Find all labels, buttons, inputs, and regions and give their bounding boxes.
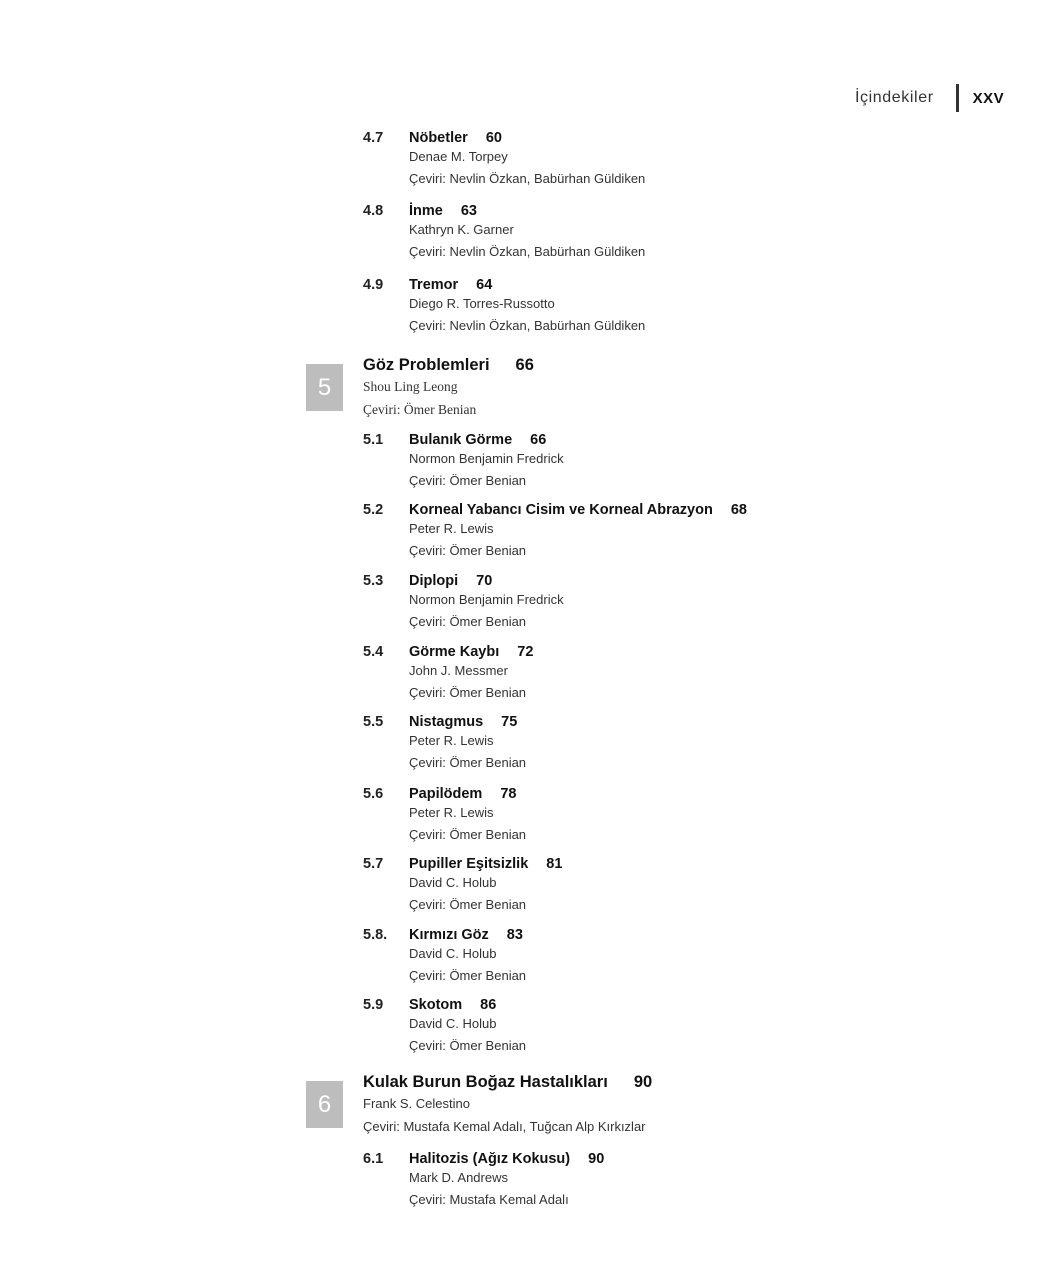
toc-entry[interactable] xyxy=(363,277,645,337)
section-title: Tremor xyxy=(409,277,459,293)
section-page: 86 xyxy=(480,997,497,1013)
toc-entry[interactable] xyxy=(363,927,526,987)
section-page: 60 xyxy=(485,130,502,146)
page-number: XXV xyxy=(972,89,1005,107)
section-author: David C. Holub xyxy=(409,875,497,890)
toc-entry[interactable] xyxy=(363,502,747,562)
section-translator: Çeviri: Ömer Benian xyxy=(409,827,527,842)
section-translator: Çeviri: Ömer Benian xyxy=(409,473,527,488)
section-page: 83 xyxy=(506,927,523,943)
section-title: Görme Kaybı xyxy=(409,644,500,660)
section-page: 75 xyxy=(501,714,518,730)
section-title: Pupiller Eşitsizlik xyxy=(409,856,529,872)
section-number: 5.7 xyxy=(363,856,384,872)
toc-entry[interactable] xyxy=(363,432,564,492)
chapter-heading[interactable] xyxy=(363,1073,652,1138)
section-translator: Çeviri: Nevlin Özkan, Babürhan Güldiken xyxy=(409,244,646,259)
section-number: 4.8 xyxy=(363,203,384,219)
section-translator: Çeviri: Nevlin Özkan, Babürhan Güldiken xyxy=(409,171,646,186)
section-translator: Çeviri: Ömer Benian xyxy=(409,755,527,770)
section-title: Bulanık Görme xyxy=(409,432,513,448)
section-translator: Çeviri: Ömer Benian xyxy=(409,897,527,912)
section-author: Mark D. Andrews xyxy=(409,1170,508,1185)
toc-entry[interactable] xyxy=(363,997,526,1057)
section-author: Peter R. Lewis xyxy=(409,521,494,536)
section-author: Denae M. Torpey xyxy=(409,149,508,164)
section-title: Nistagmus xyxy=(409,714,484,730)
section-number: 5.9 xyxy=(363,997,384,1013)
section-number: 5.6 xyxy=(363,786,384,802)
section-number: 6.1 xyxy=(363,1151,384,1167)
toc-entry[interactable] xyxy=(363,130,645,190)
toc-entry[interactable] xyxy=(363,714,526,774)
toc-entry[interactable] xyxy=(363,573,564,633)
section-author: Normon Benjamin Fredrick xyxy=(409,451,564,466)
chapter-title: Kulak Burun Boğaz Hastalıkları xyxy=(363,1073,608,1091)
section-number: 4.9 xyxy=(363,277,384,293)
chapter-page: 66 xyxy=(515,356,534,374)
section-page: 64 xyxy=(476,277,493,293)
chapter-number-badge: 6 xyxy=(306,1081,343,1128)
section-translator: Çeviri: Ömer Benian xyxy=(409,685,527,700)
section-page: 63 xyxy=(460,203,477,219)
toc-entry[interactable] xyxy=(363,1151,604,1211)
toc-entry[interactable] xyxy=(363,203,645,263)
section-number: 5.3 xyxy=(363,573,384,589)
section-translator: Çeviri: Ömer Benian xyxy=(409,543,527,558)
section-page: 70 xyxy=(476,573,493,589)
section-page: 66 xyxy=(530,432,547,448)
section-translator: Çeviri: Ömer Benian xyxy=(409,1038,527,1053)
section-number: 5.2 xyxy=(363,502,384,518)
section-number: 5.1 xyxy=(363,432,384,448)
section-page: 81 xyxy=(546,856,563,872)
section-page: 72 xyxy=(517,644,534,660)
section-title: Diplopi xyxy=(409,573,459,589)
toc-entry[interactable] xyxy=(363,786,526,846)
running-head-title: İçindekiler xyxy=(855,89,934,106)
section-author: Diego R. Torres-Russotto xyxy=(409,296,555,311)
section-author: Kathryn K. Garner xyxy=(409,222,514,237)
section-page: 68 xyxy=(730,502,747,518)
running-head-divider xyxy=(956,84,959,112)
section-author: Peter R. Lewis xyxy=(409,733,494,748)
toc-entry[interactable] xyxy=(363,856,562,916)
chapter-title: Göz Problemleri xyxy=(363,356,490,374)
section-author: Peter R. Lewis xyxy=(409,805,494,820)
section-page: 78 xyxy=(500,786,517,802)
chapter-translator: Çeviri: Mustafa Kemal Adalı, Tuğcan Alp Kırkızlar xyxy=(363,1119,646,1134)
section-title: Papilödem xyxy=(409,786,483,802)
section-author: David C. Holub xyxy=(409,1016,497,1031)
section-author: David C. Holub xyxy=(409,946,497,961)
section-author: John J. Messmer xyxy=(409,663,508,678)
section-title: Korneal Yabancı Cisim ve Korneal Abrazyon xyxy=(409,502,713,518)
section-translator: Çeviri: Mustafa Kemal Adalı xyxy=(409,1192,569,1207)
section-title: Kırmızı Göz xyxy=(409,927,489,943)
chapter-number-badge: 5 xyxy=(306,364,343,411)
section-number: 5.4 xyxy=(363,644,384,660)
section-title: Nöbetler xyxy=(409,130,468,146)
section-page: 90 xyxy=(588,1151,605,1167)
section-number: 4.7 xyxy=(363,130,384,146)
section-translator: Çeviri: Ömer Benian xyxy=(409,968,527,983)
section-title: İnme xyxy=(409,203,443,219)
chapter-heading[interactable] xyxy=(363,356,534,421)
section-title: Skotom xyxy=(409,997,463,1013)
chapter-author: Frank S. Celestino xyxy=(363,1096,470,1111)
running-head xyxy=(855,84,1004,112)
chapter-author: Shou Ling Leong xyxy=(363,379,458,394)
section-translator: Çeviri: Nevlin Özkan, Babürhan Güldiken xyxy=(409,318,646,333)
section-title: Halitozis (Ağız Kokusu) xyxy=(409,1151,571,1167)
chapter-translator: Çeviri: Ömer Benian xyxy=(363,402,477,417)
section-number: 5.8. xyxy=(363,927,388,943)
section-translator: Çeviri: Ömer Benian xyxy=(409,614,527,629)
chapter-page: 90 xyxy=(633,1073,653,1091)
toc-entry[interactable] xyxy=(363,644,533,704)
section-number: 5.5 xyxy=(363,714,384,730)
section-author: Normon Benjamin Fredrick xyxy=(409,592,564,607)
